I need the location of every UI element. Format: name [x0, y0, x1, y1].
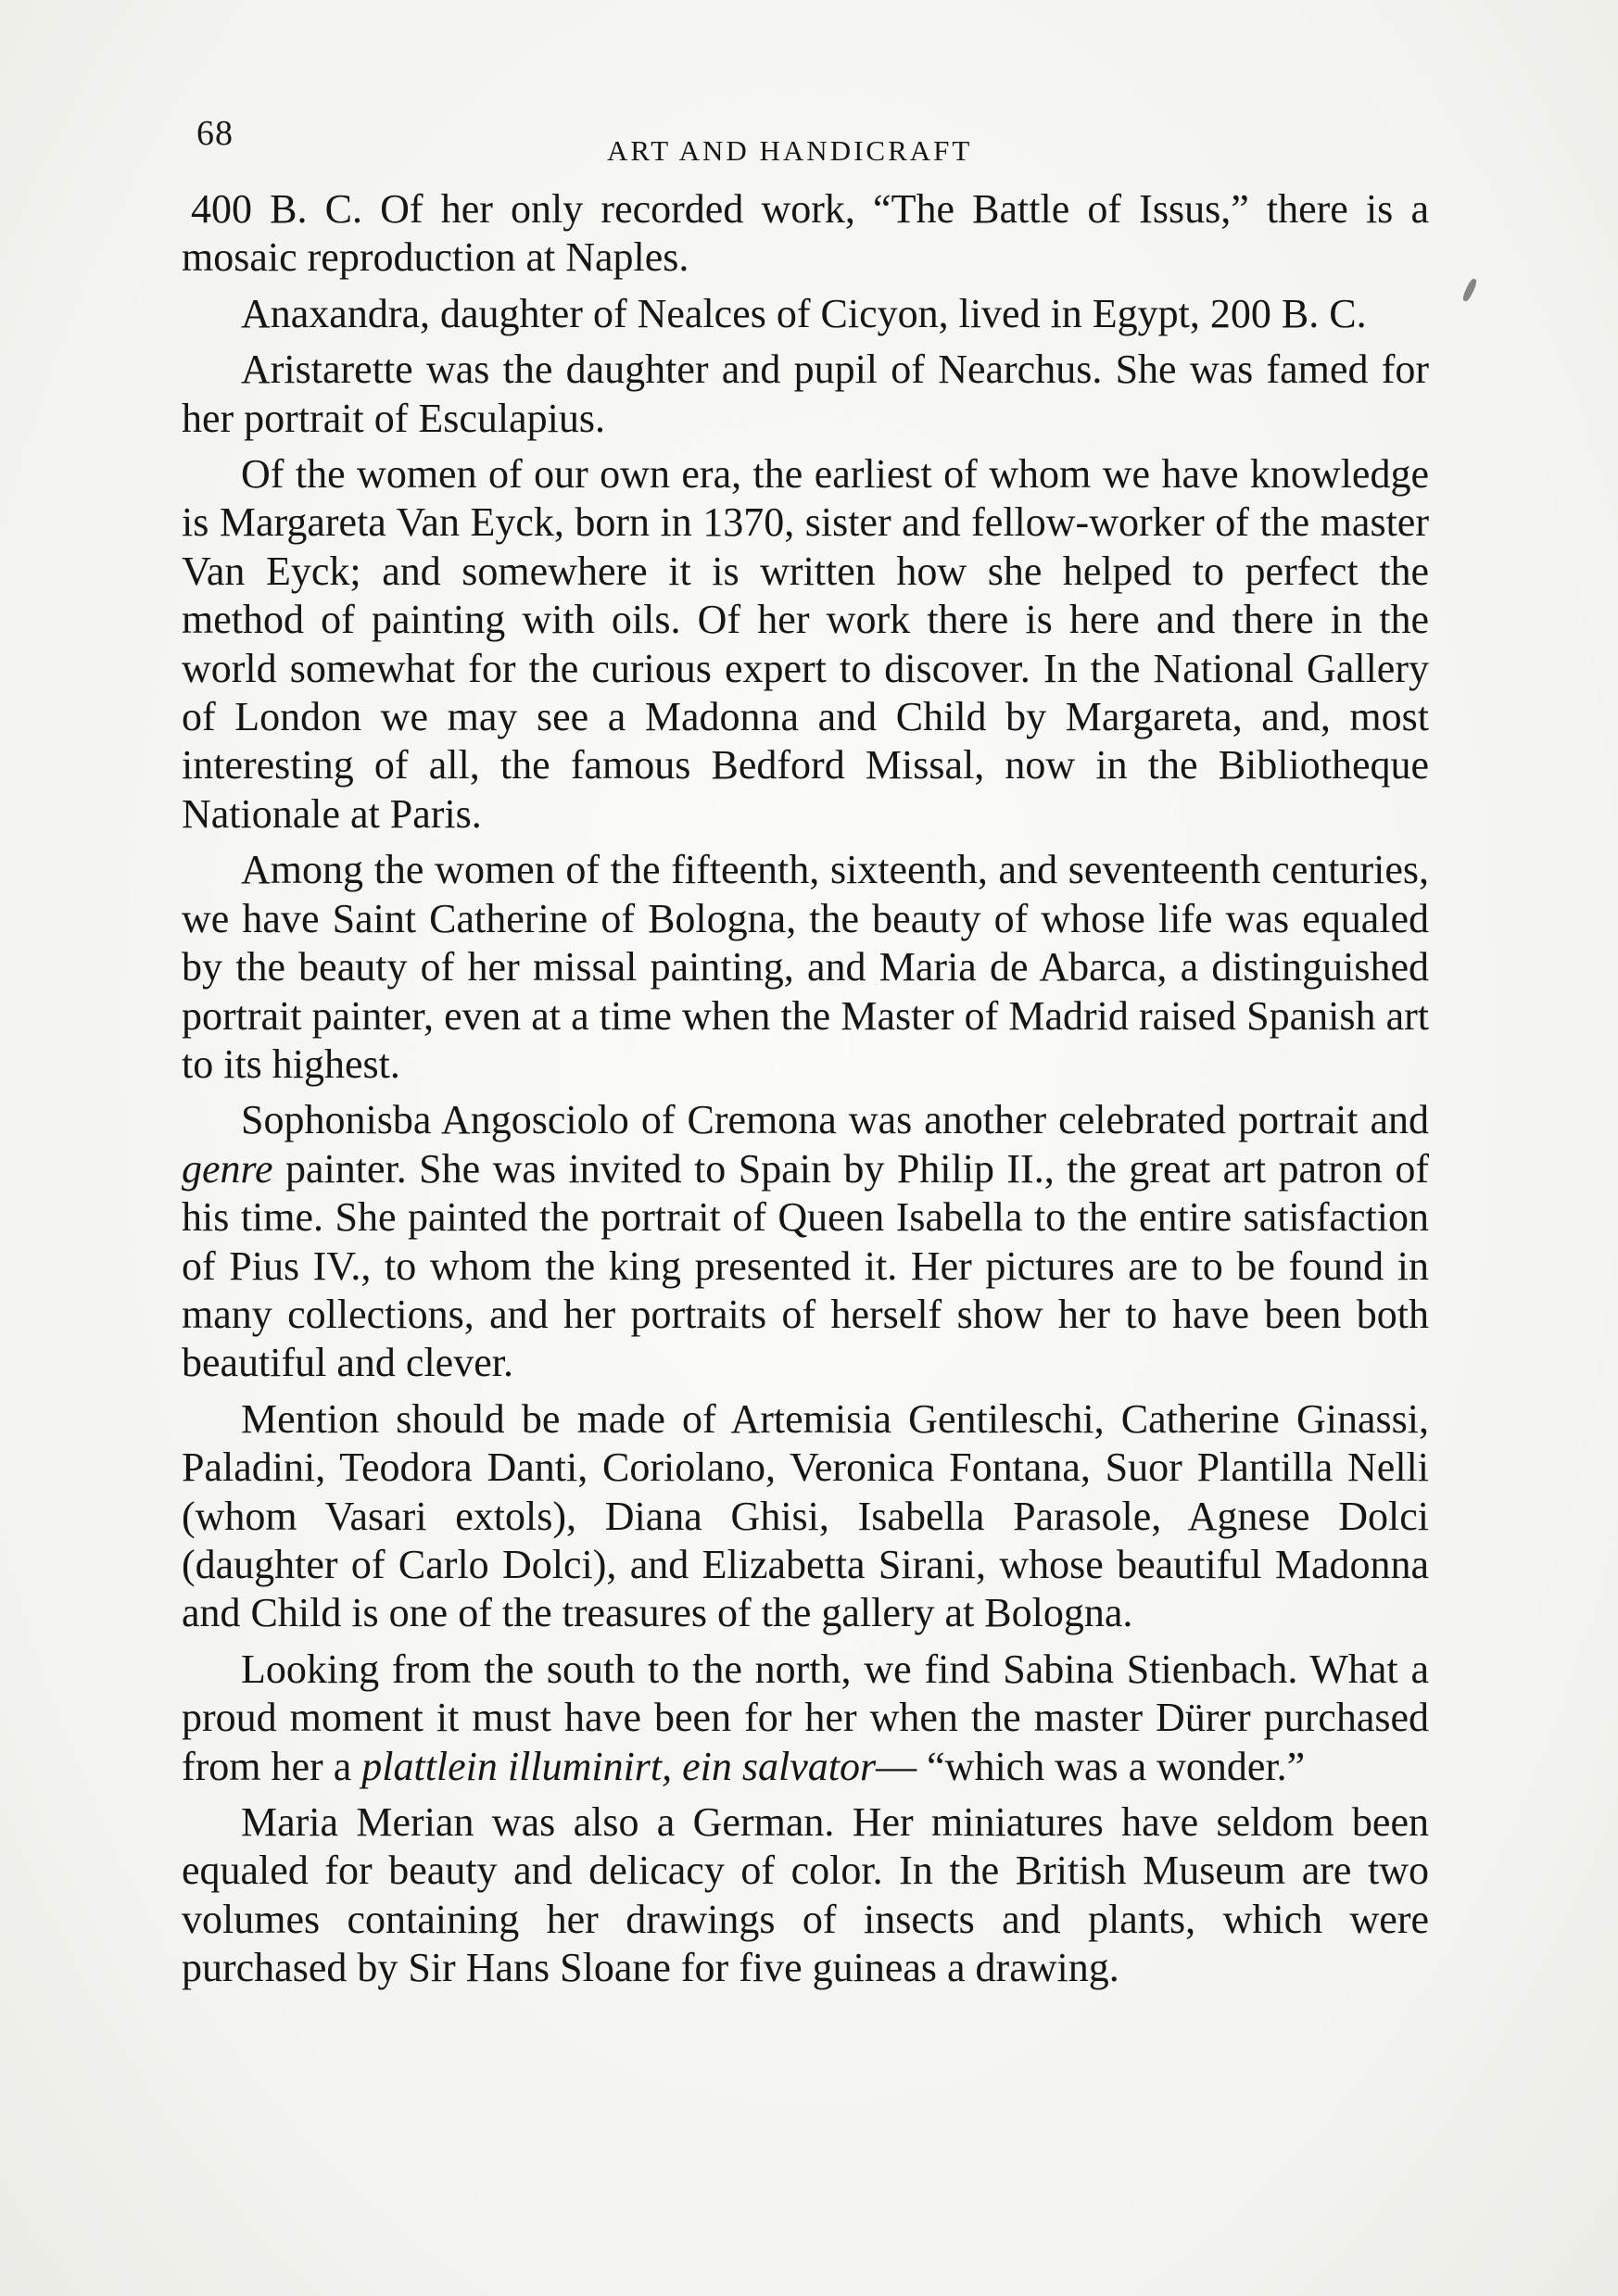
paragraph-van-eyck: Of the women of our own era, the earliest of whom we have knowledge is Margareta Van Eyck, born in 1370, sister and fellow-worker of the master Van Eyck; and somewhere it is written how she helped to perfect the method of painting with oils. Of her work there is here and there in the world somewhat for the curious expert to discover. In the National Gallery of London we may see a Madonna and Child by Margareta, and, most interesting of all, the famous Bedford Missal, now in the Bibliotheque Nationale at Paris. [182, 451, 1429, 837]
page-number: 68 [196, 114, 234, 153]
paragraph-text: — “which was a wonder.” [876, 1743, 1306, 1789]
paragraph-mention: Mention should be made of Artemisia Gentileschi, Catherine Ginassi, Paladini, Teodora Danti, Coriolano, Veronica Fontana, Suor Plantilla Nelli (whom Vasari extols), Diana Ghisi, Isabella Parasole, Agnese Dolci (daughter of Carlo Dolci), and Elizabetta Sirani, whose beautiful Madonna and Child is one of the treasures of the gallery at Bologna. [182, 1395, 1429, 1636]
paragraph-bologna: Among the women of the fifteenth, sixteenth, and seventeenth centuries, we have Saint Catherine of Bologna, the beauty of whose life was equaled by the beauty of her missal painting, and Maria de Abarca, a distinguished portrait painter, even at a time when the Master of Madrid raised Spanish art to its highest. [182, 847, 1429, 1087]
paragraph-continued: 400 B. C. Of her only recorded work, “The Battle of Issus,” there is a mosaic reproduction at Naples. [182, 186, 1429, 281]
paragraph-aristarette: Aristarette was the daughter and pupil of Nearchus. She was famed for her portrait of Esculapius. [182, 347, 1429, 441]
ink-speck [1461, 278, 1478, 303]
paragraph-text: painter. She was invited to Spain by Philip II., the great art patron of his time. She painted the portrait of Queen Isabella to the entire satisfaction of Pius IV., to whom the king presented it. Her pictures are to be found in many collections, and her portraits of herself show her to have been both beautiful and clever. [182, 1145, 1429, 1386]
paragraph-angosciolo [182, 1096, 1429, 1387]
paragraph-stienbach [182, 1646, 1429, 1791]
italic-term: genre [182, 1145, 273, 1192]
paragraph-anaxandra: Anaxandra, daughter of Nealces of Cicyon, lived in Egypt, 200 B. C. [241, 290, 1367, 336]
body-text [182, 185, 1429, 2000]
italic-quote: plattlein illuminirt, ein salvator [361, 1743, 877, 1789]
paragraph-text: Sophonisba Angosciolo of Cremona was another celebrated portrait and [241, 1097, 1429, 1143]
running-title: ART AND HANDICRAFT [607, 134, 973, 167]
paragraph-text: Looking from the south to the north, we find Sabina Stienbach. What a proud moment it must have been for her when the master Dürer purchased from her a [182, 1646, 1429, 1789]
paragraph-merian: Maria Merian was also a German. Her miniatures have seldom been equaled for beauty and delicacy of color. In the British Museum are two volumes containing her drawings of insects and plants, which were purchased by Sir Hans Sloane for five guineas a drawing. [182, 1799, 1429, 1991]
